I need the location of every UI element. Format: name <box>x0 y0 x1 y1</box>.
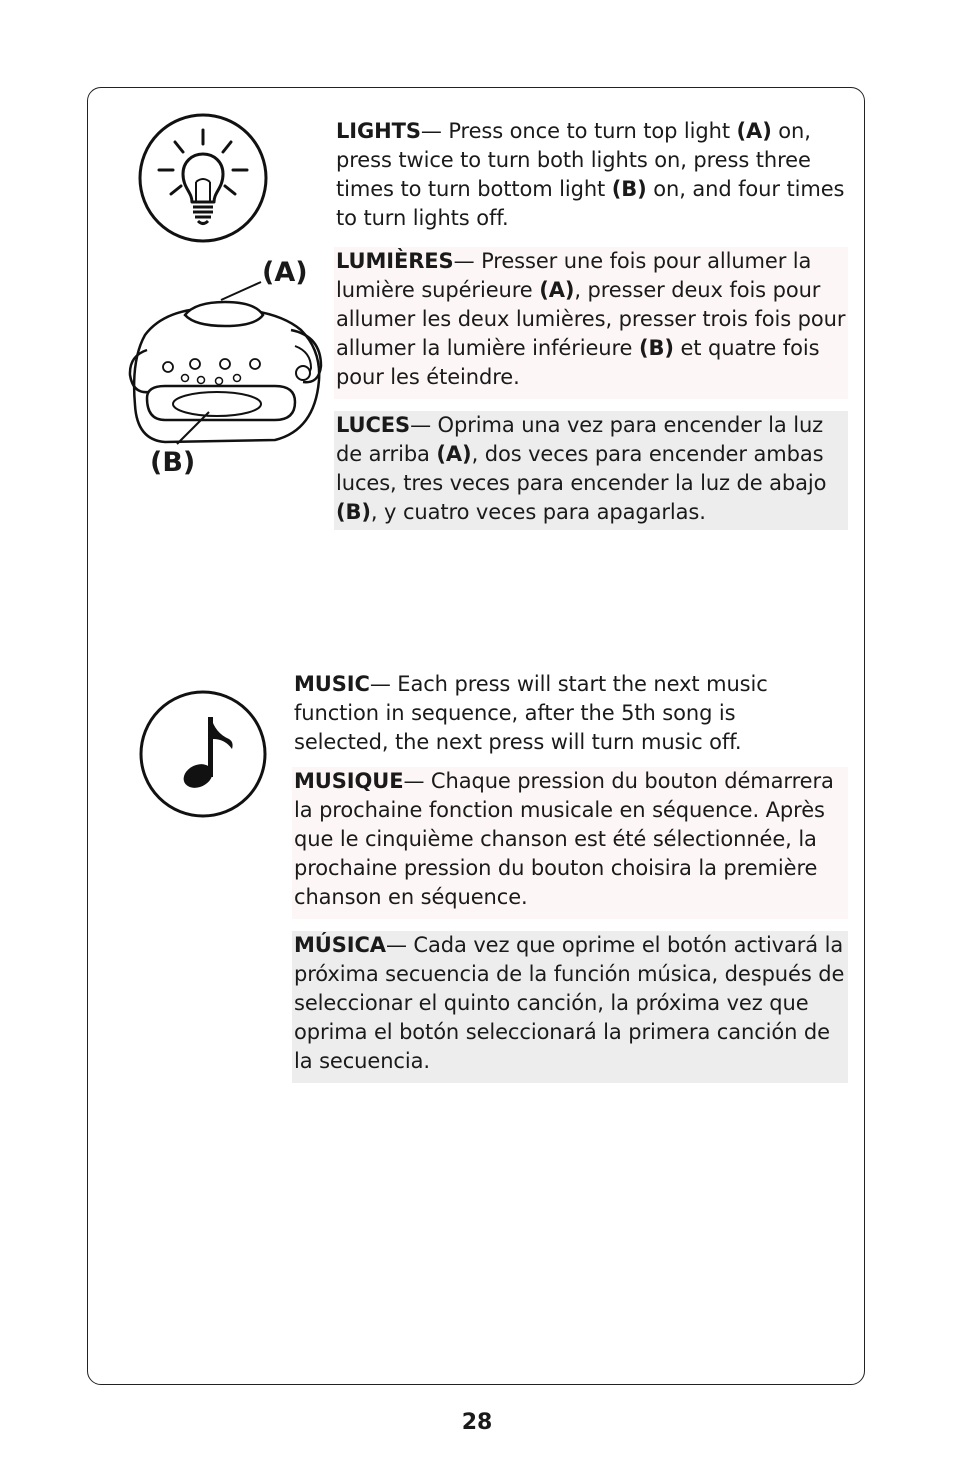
page-number: 28 <box>461 1410 493 1435</box>
lights-english-text: LIGHTS— Press once to turn top light (A) on, press twice to turn both lights on, press three times to turn bottom light (B) on, and four times to turn lights off. <box>336 119 845 230</box>
music-english-text: MUSIC— Each press will start the next music function in sequence, after the 5th song is selected, the next press will turn music off. <box>294 672 768 754</box>
music-note-icon <box>137 689 269 819</box>
lights-french-text: LUMIÈRES— Presser une fois pour allumer la lumière supérieure (A), presser deux fois pour allumer les deux lumières, presser trois fois pour allumer la lumière inférieure (B) et quatre fois pour les éteindre. <box>334 247 848 399</box>
label-b: (B) <box>150 447 196 478</box>
lights-spanish-text: LUCES— Oprima una vez para encender la luz de arriba (A), dos veces para encender ambas luces, tres veces para encender la luz de abajo (B), y cuatro veces para apagarlas. <box>334 411 848 530</box>
music-french-text: MUSIQUE— Chaque pression du bouton démarrera la prochaine fonction musicale en séquence. Après que le cinquième chanson est été sélectionnée, la prochaine pression du bouton choisira la première chanson en séquence. <box>292 767 848 919</box>
label-a: (A) <box>262 257 308 288</box>
luces-title: LUCES <box>336 413 411 437</box>
lumieres-title: LUMIÈRES <box>336 249 454 273</box>
musica-title: MÚSICA <box>294 933 386 957</box>
lightbulb-icon <box>135 112 271 244</box>
lights-title: LIGHTS <box>336 119 421 143</box>
musique-title: MUSIQUE <box>294 769 404 793</box>
music-spanish-text: MÚSICA— Cada vez que oprime el botón activará la próxima secuencia de la función música, después de seleccionar el quinto canción, la próxima vez que oprima el botón seleccionará la primera canción de la secuencia. <box>292 931 848 1083</box>
toy-device-illustration <box>125 280 325 445</box>
music-title: MUSIC <box>294 672 370 696</box>
